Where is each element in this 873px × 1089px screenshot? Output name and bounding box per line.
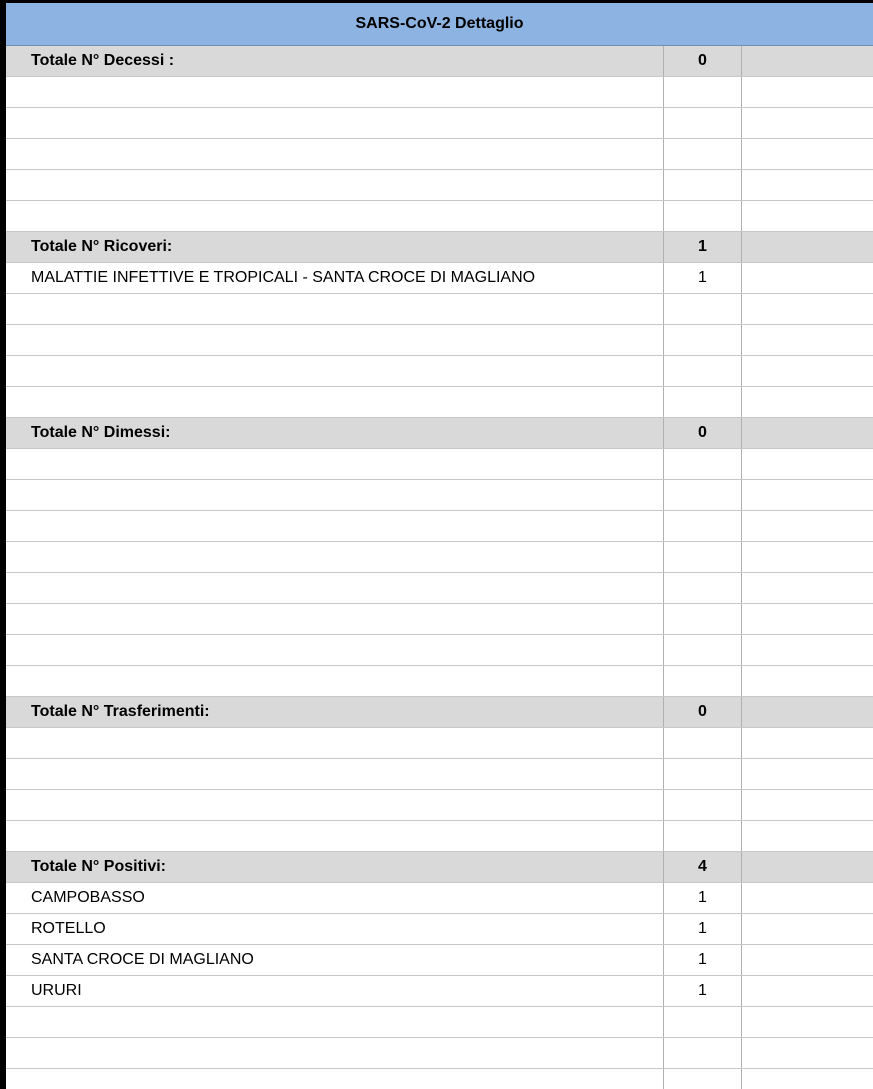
table-row [6, 945, 873, 976]
empty-cell [741, 418, 873, 448]
row-label: ROTELLO [31, 920, 106, 937]
row-value [663, 77, 741, 107]
row-label: URURI [31, 982, 82, 999]
row-label [6, 77, 663, 107]
row-label [6, 449, 663, 479]
table-row [6, 263, 873, 294]
row-value [663, 1038, 741, 1068]
empty-row [6, 480, 873, 511]
empty-cell [741, 232, 873, 262]
row-value [663, 170, 741, 200]
row-value [663, 1069, 741, 1089]
empty-cell [741, 201, 873, 231]
sheet-title-text: SARS-CoV-2 Dettaglio [355, 15, 524, 32]
table-row [6, 883, 873, 914]
row-label [6, 728, 663, 758]
row-value: 1 [663, 883, 741, 913]
empty-cell [741, 46, 873, 76]
empty-row [6, 573, 873, 604]
empty-cell [741, 1038, 873, 1068]
section-label: Totale N° Decessi : [31, 52, 175, 69]
row-value [663, 139, 741, 169]
row-value [663, 325, 741, 355]
row-label [6, 542, 663, 572]
row-label [6, 573, 663, 603]
row-label: MALATTIE INFETTIVE E TROPICALI - SANTA CROCE DI MAGLIANO [31, 269, 536, 286]
empty-row [6, 356, 873, 387]
empty-row [6, 728, 873, 759]
empty-cell [741, 387, 873, 417]
empty-row [6, 542, 873, 573]
row-value [663, 108, 741, 138]
row-value [663, 387, 741, 417]
row-value: 1 [663, 945, 741, 975]
row-label: CAMPOBASSO [31, 889, 145, 906]
empty-row [6, 604, 873, 635]
section-total: 4 [663, 852, 741, 882]
row-value [663, 790, 741, 820]
section-label: Totale N° Positivi: [31, 858, 167, 875]
row-label [6, 387, 663, 417]
row-value: 1 [663, 976, 741, 1006]
row-label [6, 511, 663, 541]
section-label: Totale N° Ricoveri: [31, 238, 173, 255]
row-label [6, 325, 663, 355]
row-label [6, 666, 663, 696]
empty-cell [741, 852, 873, 882]
empty-row [6, 1069, 873, 1089]
row-label [6, 139, 663, 169]
empty-row [6, 294, 873, 325]
empty-cell [741, 573, 873, 603]
empty-cell [741, 170, 873, 200]
table-row [6, 914, 873, 945]
empty-row [6, 387, 873, 418]
row-label [6, 635, 663, 665]
row-label [6, 1069, 663, 1089]
row-value [663, 759, 741, 789]
empty-row [6, 201, 873, 232]
row-value [663, 449, 741, 479]
row-label [6, 170, 663, 200]
row-label [6, 1007, 663, 1037]
empty-cell [741, 511, 873, 541]
sheet-title [6, 3, 873, 46]
row-value [663, 821, 741, 851]
row-value [663, 1007, 741, 1037]
row-value [663, 728, 741, 758]
row-value [663, 666, 741, 696]
row-label [6, 201, 663, 231]
empty-row [6, 1007, 873, 1038]
empty-row [6, 666, 873, 697]
empty-cell [741, 635, 873, 665]
row-value [663, 635, 741, 665]
empty-cell [741, 1007, 873, 1037]
empty-cell [741, 263, 873, 293]
empty-cell [741, 697, 873, 727]
section-header-row [6, 697, 873, 728]
section-total: 0 [663, 418, 741, 448]
empty-row [6, 77, 873, 108]
row-label [6, 1038, 663, 1068]
table-row [6, 976, 873, 1007]
empty-cell [741, 356, 873, 386]
empty-cell [741, 728, 873, 758]
empty-cell [741, 759, 873, 789]
row-label [6, 356, 663, 386]
empty-row [6, 821, 873, 852]
empty-cell [741, 449, 873, 479]
row-label [6, 294, 663, 324]
empty-row [6, 325, 873, 356]
section-header-row [6, 852, 873, 883]
empty-cell [741, 108, 873, 138]
empty-row [6, 170, 873, 201]
row-value [663, 604, 741, 634]
row-value [663, 480, 741, 510]
empty-row [6, 635, 873, 666]
empty-cell [741, 542, 873, 572]
empty-cell [741, 790, 873, 820]
empty-cell [741, 976, 873, 1006]
row-label [6, 108, 663, 138]
empty-cell [741, 325, 873, 355]
row-value [663, 511, 741, 541]
section-header-row [6, 46, 873, 77]
row-value [663, 542, 741, 572]
empty-row [6, 449, 873, 480]
empty-cell [741, 666, 873, 696]
row-label [6, 759, 663, 789]
empty-cell [741, 1069, 873, 1089]
table-body [6, 46, 873, 1089]
empty-cell [741, 945, 873, 975]
empty-cell [741, 139, 873, 169]
row-label [6, 604, 663, 634]
empty-cell [741, 821, 873, 851]
empty-row [6, 139, 873, 170]
empty-row [6, 1038, 873, 1069]
section-total: 1 [663, 232, 741, 262]
empty-row [6, 790, 873, 821]
row-value: 1 [663, 263, 741, 293]
section-label: Totale N° Trasferimenti: [31, 703, 210, 720]
section-label: Totale N° Dimessi: [31, 424, 171, 441]
empty-cell [741, 77, 873, 107]
section-header-row [6, 232, 873, 263]
row-value [663, 201, 741, 231]
row-label [6, 480, 663, 510]
empty-cell [741, 294, 873, 324]
empty-cell [741, 480, 873, 510]
row-value [663, 294, 741, 324]
empty-row [6, 511, 873, 542]
empty-row [6, 759, 873, 790]
row-label [6, 790, 663, 820]
row-value: 1 [663, 914, 741, 944]
row-value [663, 573, 741, 603]
section-total: 0 [663, 697, 741, 727]
section-header-row [6, 418, 873, 449]
empty-cell [741, 883, 873, 913]
empty-cell [741, 604, 873, 634]
row-label: SANTA CROCE DI MAGLIANO [31, 951, 254, 968]
row-label [6, 821, 663, 851]
empty-row [6, 108, 873, 139]
section-total: 0 [663, 46, 741, 76]
empty-cell [741, 914, 873, 944]
row-value [663, 356, 741, 386]
